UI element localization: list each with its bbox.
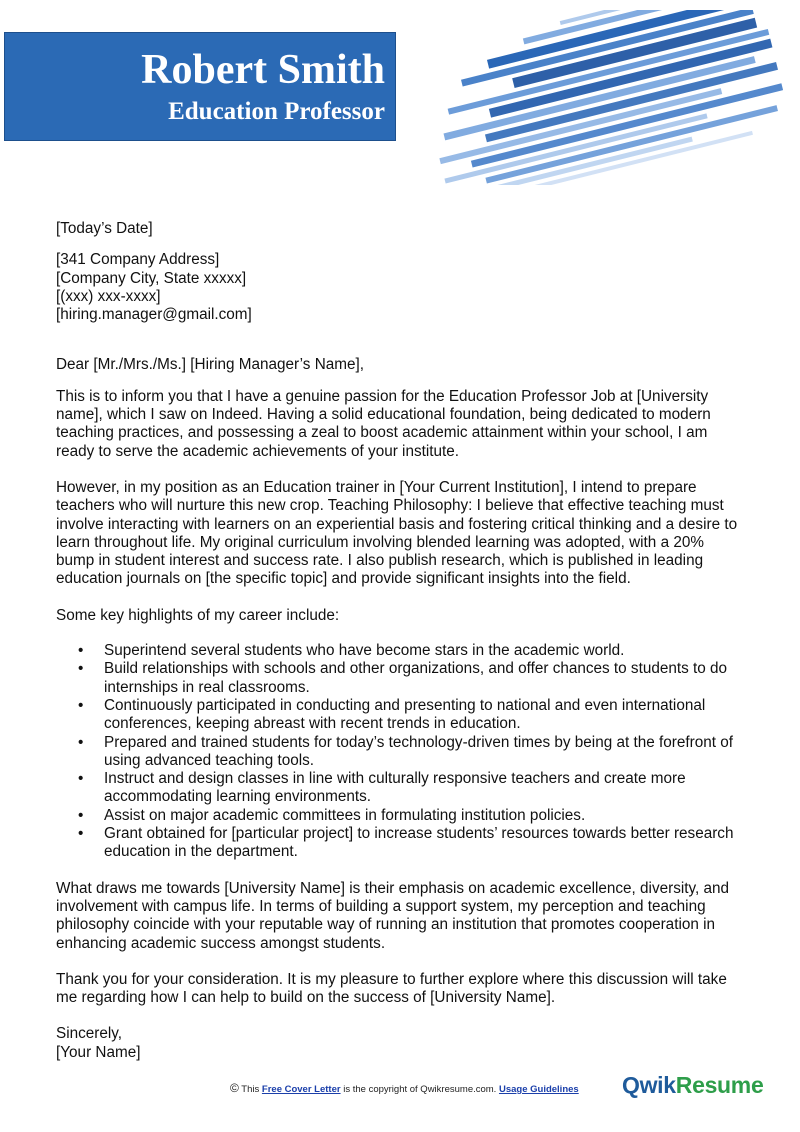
paragraph-line: Thank you for your consideration. It is my pleasure to further explore where this discussion will take: [56, 970, 727, 988]
list-item-line: Build relationships with schools and other organizations, and offer chances to students to do: [104, 660, 728, 678]
paragraph-3: [56, 880, 756, 953]
list-item-line: Grant obtained for [particular project] to increase students’ resources towards better research: [104, 825, 734, 843]
bullet-icon: •: [78, 770, 84, 788]
highlights-intro: Some key highlights of my career include:: [56, 606, 340, 624]
paragraph-line: teachers who will nurture this new crop. Teaching Philosophy: I believe that effective teaching must: [56, 497, 724, 515]
highlights-list: [56, 642, 756, 862]
recipient-address-line: [Company City, State xxxxx]: [56, 269, 247, 287]
bullet-icon: •: [78, 806, 84, 824]
paragraph-line: name], which I saw on Indeed. Having a solid educational foundation, being dedicated to modern: [56, 406, 711, 424]
candidate-title: Education Professor: [168, 98, 385, 125]
list-item-line: accommodating learning environments.: [104, 788, 371, 806]
list-item-line: conferences, keeping abreast with recent trends in education.: [104, 715, 521, 733]
paragraph-1: [56, 388, 756, 461]
paragraph-line: However, in my position as an Education trainer in [Your Current Institution], I intend to prepare: [56, 478, 697, 496]
logo-resume: Resume: [675, 1072, 764, 1098]
paragraph-line: bump in student interest and success rate. I also publish research, which is published in leading: [56, 552, 704, 570]
paragraph-line: learn throughout life. My original curriculum involving blended learning was adopted, with a 20%: [56, 533, 704, 551]
letter-body: [56, 220, 756, 1062]
paragraph-4: [56, 971, 756, 1008]
list-item: [56, 734, 756, 771]
header-banner: [4, 32, 396, 141]
bullet-icon: •: [78, 642, 84, 660]
paragraph-2: [56, 479, 756, 589]
list-item: [56, 660, 756, 697]
list-item: [56, 807, 756, 825]
paragraph-line: me regarding how I can help to build on the success of [University Name].: [56, 989, 556, 1007]
paragraph-line: involvement with campus life. In terms of building a support system, my perception and teaching: [56, 897, 706, 915]
free-cover-letter-link[interactable]: Free Cover Letter: [261, 1084, 341, 1095]
qwikresume-logo[interactable]: [622, 1072, 763, 1099]
copyright-notice: [230, 1081, 579, 1095]
paragraph-line: ready to serve the academic achievements of your institute.: [56, 442, 460, 460]
copyright-icon: ©: [230, 1081, 239, 1095]
list-item-line: internships in real classrooms.: [104, 678, 310, 696]
bullet-icon: •: [78, 825, 84, 843]
paragraph-line: education journals on [the specific topic] and provide significant insights into the field.: [56, 570, 631, 588]
salutation: Dear [Mr./Mrs./Ms.] [Hiring Manager’s Name],: [56, 356, 364, 374]
bullet-icon: •: [78, 696, 84, 714]
paragraph-line: involve interacting with learners on an experiential basis and fostering critical thinking and a desire to: [56, 515, 738, 533]
candidate-name: Robert Smith: [141, 47, 385, 93]
list-item-line: Assist on major academic committees in formulating institution policies.: [104, 806, 586, 824]
bullet-icon: •: [78, 733, 84, 751]
paragraph-line: philosophy coincide with your reputable way of running an institution that promotes cooperation in: [56, 916, 716, 934]
signature: [Your Name]: [56, 1043, 141, 1061]
logo-qwik: Qwik: [622, 1072, 676, 1098]
recipient-address-line: [341 Company Address]: [56, 251, 220, 269]
list-item: [56, 642, 756, 660]
list-item: [56, 825, 756, 862]
list-item: [56, 697, 756, 734]
footer-text: is the copyright of Qwikresume.com.: [340, 1084, 499, 1095]
letter-date: [Today’s Date]: [56, 220, 153, 237]
closing: Sincerely,: [56, 1025, 123, 1043]
list-item-line: Instruct and design classes in line with culturally responsive teachers and create more: [104, 770, 686, 788]
list-item-line: using advanced teaching tools.: [104, 751, 315, 769]
footer: [0, 1072, 800, 1098]
list-item-line: Prepared and trained students for today’s technology-driven times by being at the forefront of: [104, 733, 733, 751]
paragraph-line: enhancing academic success amongst students.: [56, 934, 386, 952]
paragraph-line: teaching practices, and possessing a zeal to boost academic attainment within your school, I am: [56, 424, 708, 442]
recipient-email-line: [hiring.manager@gmail.com]: [56, 306, 252, 324]
recipient-address-line: [(xxx) xxx-xxxx]: [56, 287, 161, 305]
list-item-line: Superintend several students who have become stars in the academic world.: [104, 642, 625, 660]
paragraph-line: This is to inform you that I have a genuine passion for the Education Professor Job at [University: [56, 387, 709, 405]
usage-guidelines-link[interactable]: Usage Guidelines: [498, 1084, 579, 1095]
decorative-stripes-graphic: [430, 10, 800, 185]
list-item-line: education in the department.: [104, 843, 298, 861]
list-item: [56, 770, 756, 807]
bullet-icon: •: [78, 660, 84, 678]
paragraph-line: What draws me towards [University Name] is their emphasis on academic excellence, diversity, and: [56, 879, 730, 897]
list-item-line: Continuously participated in conducting and presenting to national and even international: [104, 696, 706, 714]
footer-text: This: [238, 1084, 262, 1095]
